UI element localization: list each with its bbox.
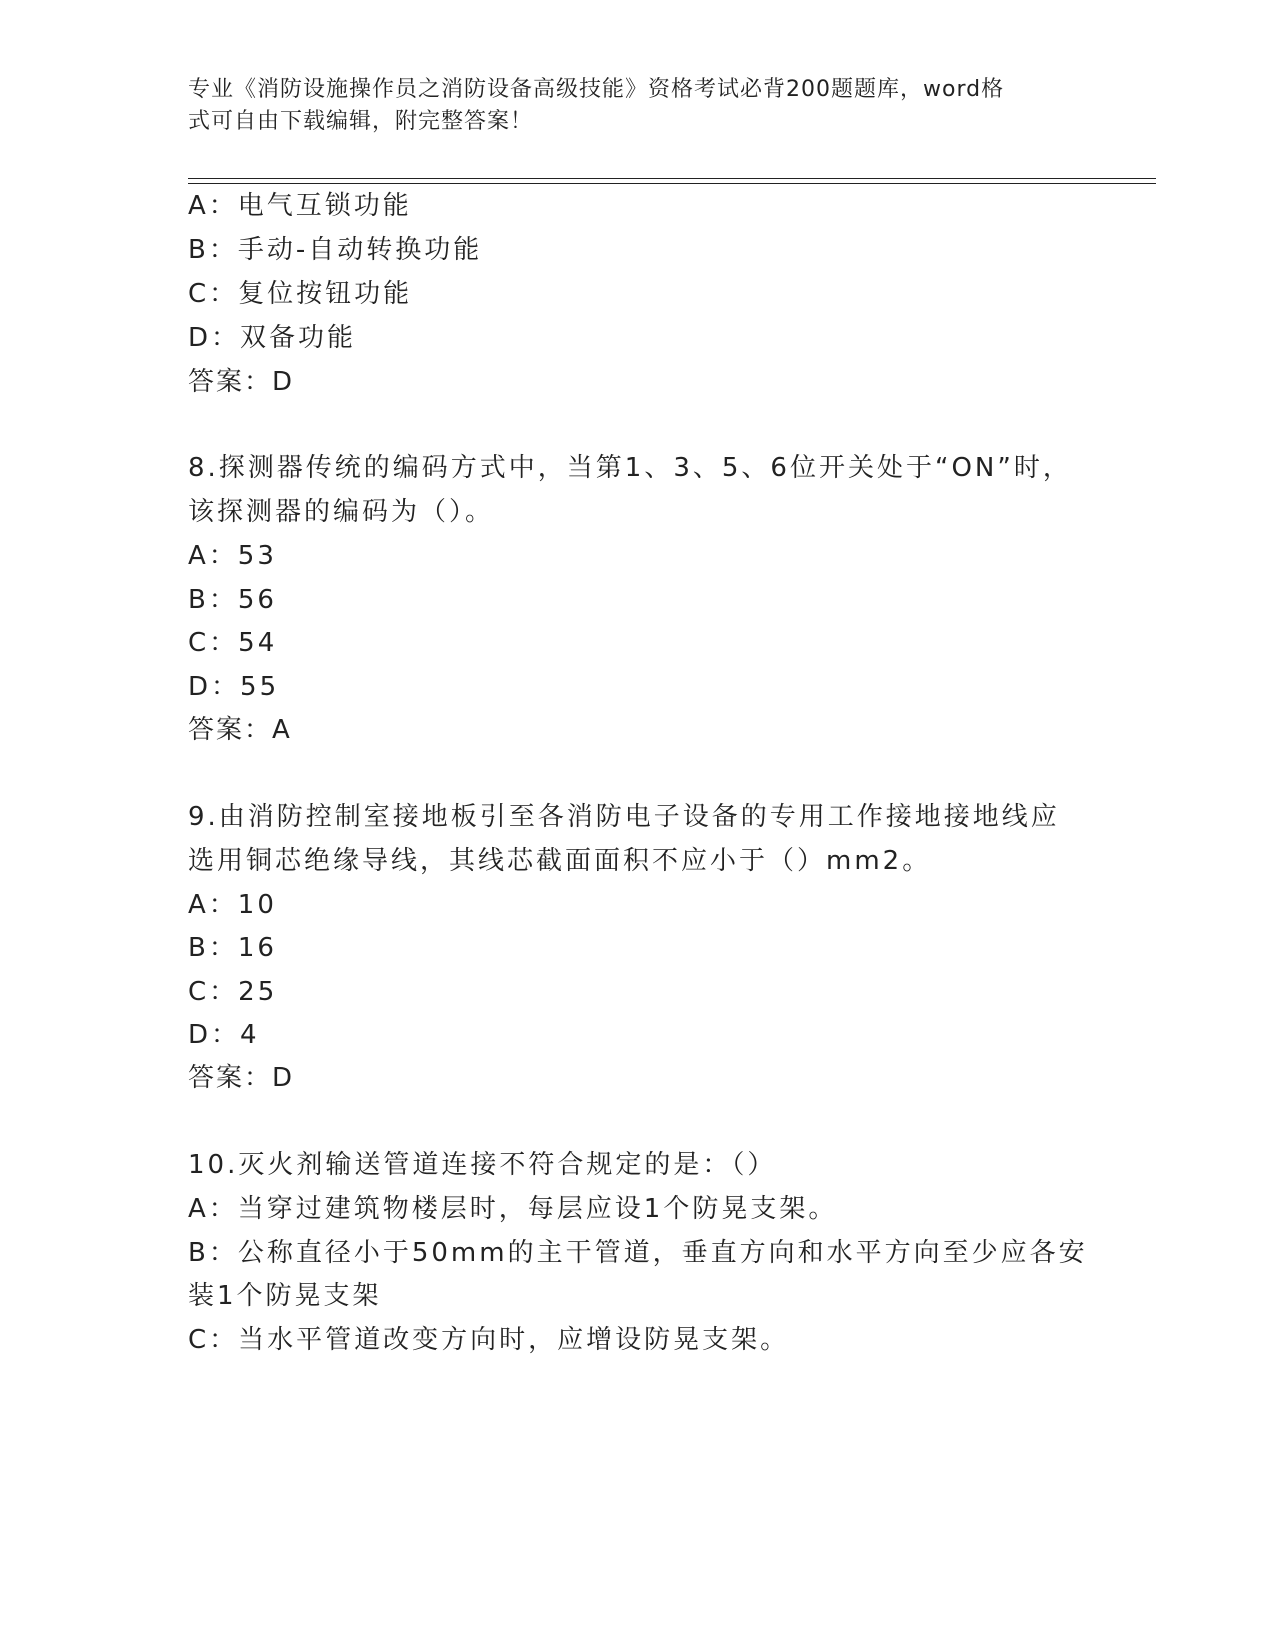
q9-option-c: C：25	[188, 977, 278, 1007]
q8-option-a: A：53	[188, 541, 277, 571]
q9-option-a: A：10	[188, 890, 277, 920]
q7-option-b: B：手动-自动转换功能	[188, 235, 483, 265]
q10-stem: 10.灭火剂输送管道连接不符合规定的是：（）	[188, 1150, 777, 1180]
q8-option-c: C：54	[188, 628, 278, 658]
q7-answer: 答案：D	[188, 367, 295, 397]
q7-option-d: D：双备功能	[188, 323, 357, 353]
q9-stem-line-1: 9.由消防控制室接地板引至各消防电子设备的专用工作接地接地线应	[188, 802, 1060, 832]
q9-answer: 答案：D	[188, 1063, 295, 1093]
q7-option-c: C：复位按钮功能	[188, 279, 413, 309]
q7-option-a: A：电气互锁功能	[188, 191, 412, 221]
q9-stem-line-2: 选用铜芯绝缘导线，其线芯截面面积不应小于（）mm2。	[188, 846, 932, 876]
q10-option-c: C：当水平管道改变方向时，应增设防晃支架。	[188, 1325, 790, 1355]
q8-answer: 答案：A	[188, 715, 292, 745]
header-divider-top	[188, 178, 1156, 179]
header-line-1: 专业《消防设施操作员之消防设备高级技能》资格考试必背200题题库，word格	[188, 77, 1005, 102]
q10-option-b-line-1: B：公称直径小于50mm的主干管道，垂直方向和水平方向至少应各安	[188, 1238, 1088, 1268]
q8-stem-line-1: 8.探测器传统的编码方式中，当第1、3、5、6位开关处于“ON”时，	[188, 453, 1072, 483]
q10-option-a: A：当穿过建筑物楼层时，每层应设1个防晃支架。	[188, 1194, 838, 1224]
q9-option-d: D：4	[188, 1020, 260, 1050]
q9-option-b: B：16	[188, 933, 277, 963]
document-header	[188, 74, 1068, 138]
header-line-2: 式可自由下载编辑，附完整答案！	[188, 109, 534, 134]
header-divider-bottom	[188, 183, 1156, 184]
q8-option-d: D：55	[188, 672, 280, 702]
q8-option-b: B：56	[188, 585, 277, 615]
q10-option-b-line-2: 装1个防晃支架	[188, 1281, 382, 1311]
q8-stem-line-2: 该探测器的编码为（）。	[188, 497, 495, 527]
